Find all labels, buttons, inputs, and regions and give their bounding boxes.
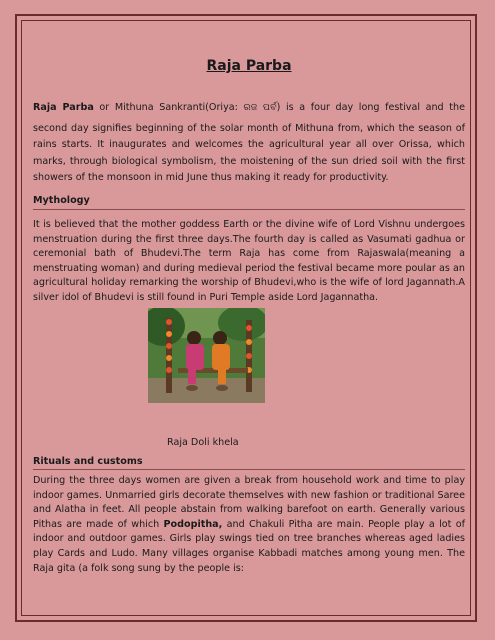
swing-scene-image	[148, 308, 265, 403]
intro-text-line1: or Mithuna Sankranti(Oriya: ରଜ ପର୍ବ) is a four day long festival and the	[93, 102, 465, 113]
intro-paragraph	[33, 100, 465, 187]
page-title: Raja Parba	[206, 58, 292, 74]
photo-caption: Raja Doli khela	[167, 437, 239, 448]
intro-lead: Raja Parba	[33, 102, 94, 113]
intro-text: second day signifies beginning of the solar month of Mithuna from, which the season of rains starts. It inaugurates and welcomes the agricultural year all over Orissa, which marks, through biological symbolism, the moistening of the sun dried soil with the first showers of the monsoon in mid June thus making it ready for productivity.	[33, 122, 465, 183]
rituals-text-b: and Chakuli Pitha are main. People play a lot of indoor and outdoor games. Girls play swings tied on tree branches whereas aged ladies play Cards and Ludo. Many villages organise Kabbadi matches among young men. The Raja gita (a folk song sung by the people is:	[33, 518, 465, 574]
raja-doli-photo	[148, 308, 265, 403]
rituals-bold-podopitha: Podopitha,	[163, 518, 223, 530]
rituals-heading: Rituals and customs	[33, 456, 143, 467]
rituals-paragraph	[33, 474, 465, 576]
mythology-divider	[33, 209, 465, 210]
rituals-text-a: During the three days women are given a break from household work and time to play indoor games. Unmarried girls decorate themselves with new fashion or traditional Saree and Alatha in feet. All people abstain from walking barefoot on earth. Generally various Pithas are made of which	[33, 475, 465, 530]
rituals-divider	[33, 469, 465, 470]
mythology-paragraph: It is believed that the mother goddess Earth or the divine wife of Lord Vishnu undergoes menstruation during the first three days.The fourth day is called as Vasumati gadhua or ceremonial bath of Bhudevi.The term Raja has come from Rajaswala(meaning a menstruating woman) and during medieval period the festival became more poular as an agricultural holiday remarking the worship of Bhudevi,who is the wife of lord Jagannath.A silver idol of Bhudevi is still found in Puri Temple aside Lord Jagannatha.	[33, 219, 465, 303]
mythology-heading: Mythology	[33, 195, 90, 206]
